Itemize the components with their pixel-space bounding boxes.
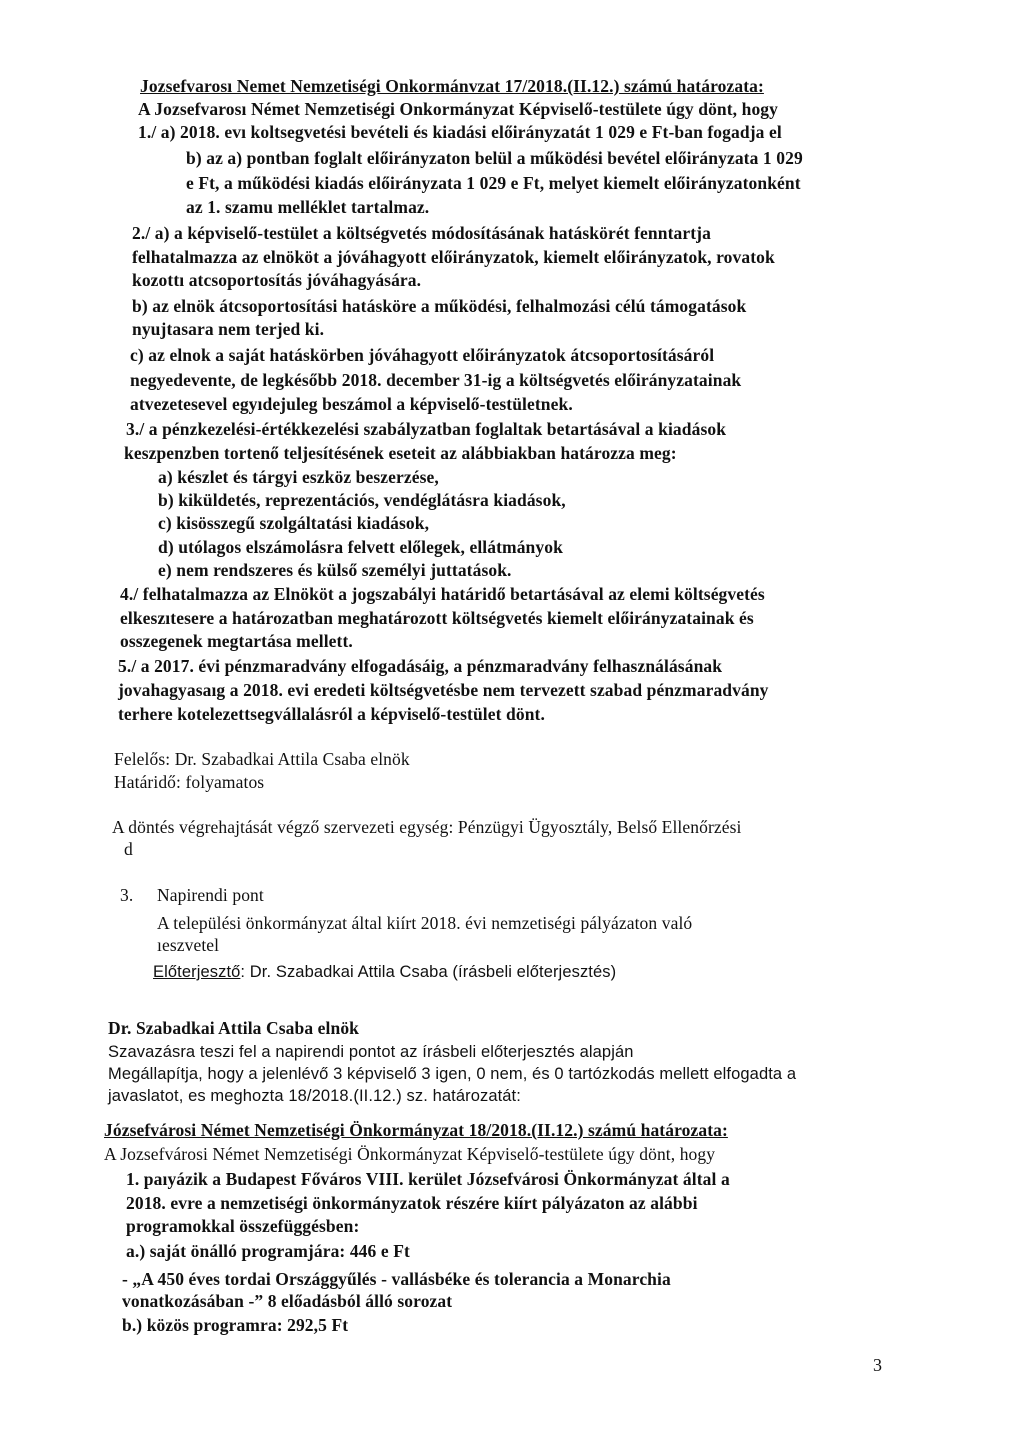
resolution-17-line: kozottı atcsoportosítás jóváhagyására. xyxy=(132,270,422,290)
resolution-17-line: e Ft, a működési kiadás előirányzata 1 029 e Ft, melyet kiemelt előirányzatonként xyxy=(186,173,801,193)
resolution-18-line: a.) saját önálló programjára: 446 e Ft xyxy=(126,1241,410,1261)
resolution-17-line: 4./ felhatalmazza az Elnököt a jogszabályi határidő betartásával az elemi költségvetés xyxy=(120,584,765,604)
chair-line: Megállapítja, hogy a jelenlévő 3 képviselő 3 igen, 0 nem, és 0 tartózkodás mellett elfogadta a xyxy=(108,1065,797,1083)
resolution-17-line: jovahagyasaıg a 2018. evi eredeti költségvetésbe nem tervezett szabad pénzmaradvány xyxy=(118,680,769,700)
agenda-title: Napirendi pont xyxy=(157,885,264,905)
resolution-18-line: programokkal összefüggésben: xyxy=(126,1216,360,1236)
executor-line: A döntés végrehajtását végző szervezeti egység: Pénzügyi Ügyosztály, Belső Ellenőrzési xyxy=(112,817,742,837)
resolution-17-list-item: d) utólagos elszámolásra felvett előlegek, ellátmányok xyxy=(158,537,563,557)
chair-line: javaslatot, es meghozta 18/2018.(II.12.) sz. határozatát: xyxy=(108,1087,521,1105)
resolution-17-line: negyedevente, de legkésőbb 2018. december 31-ig a költségvetés előirányzatainak xyxy=(130,370,742,390)
agenda-number: 3. xyxy=(120,885,134,905)
chair-line: Szavazásra teszi fel a napirendi pontot az írásbeli előterjesztés alapján xyxy=(108,1043,634,1061)
resolution-17-list-item: a) készlet és tárgyi eszköz beszerzése, xyxy=(158,467,439,487)
executor-line-continued: d xyxy=(124,839,133,859)
resolution-17-line: osszegenek megtartása mellett. xyxy=(120,631,353,651)
resolution-17-line: 5./ a 2017. évi pénzmaradvány elfogadásáig, a pénzmaradvány felhasználásának xyxy=(118,656,723,676)
presenter-line xyxy=(153,961,616,983)
agenda-subject-continued: ıeszvetel xyxy=(157,935,220,955)
resolution-18-heading: Józsefvárosi Német Nemzetiségi Önkormányzat 18/2018.(II.12.) számú határozata: xyxy=(104,1120,728,1140)
agenda-subject: A települési önkormányzat által kiírt 2018. évi nemzetiségi pályázaton való xyxy=(157,913,693,933)
resolution-17-line: felhatalmazza az elnököt a jóváhagyott előirányzatok, kiemelt előirányzatok, rovatok xyxy=(132,247,775,267)
resolution-17-heading: Jozsefvarosı Nemet Nemzetiségi Onkormánvzat 17/2018.(II.12.) számú határozata: xyxy=(140,76,764,96)
responsible-line: Felelős: Dr. Szabadkai Attila Csaba elnök xyxy=(114,749,410,769)
resolution-17-line: atvezetesevel egyıdejuleg beszámol a képviselő-testületnek. xyxy=(130,394,573,414)
resolution-17-list-item: e) nem rendszeres és külső személyi juttatások. xyxy=(158,560,512,580)
resolution-17-line: 2./ a) a képviselő-testület a költségvetés módosításának hatáskörét fenntartja xyxy=(132,223,711,243)
resolution-18-line: b.) közös programra: 292,5 Ft xyxy=(122,1315,349,1335)
presenter-label: Előterjesztő xyxy=(153,963,241,981)
resolution-17-list-item: b) kiküldetés, reprezentációs, vendéglátásra kiadások, xyxy=(158,490,566,510)
resolution-18-line: - „A 450 éves tordai Országgyűlés - vallásbéke és tolerancia a Monarchia xyxy=(122,1269,671,1289)
resolution-18-line: A Jozsefvárosi Német Nemzetiségi Önkormányzat Képviselő-testülete úgy dönt, hogy xyxy=(104,1144,716,1164)
resolution-17-line: 1./ a) 2018. evı koltsegvetési bevételi és kiadási előirányzatát 1 029 e Ft-ban fogadja el xyxy=(138,122,782,142)
resolution-17-line: c) az elnok a saját hatáskörben jóváhagyott előirányzatok átcsoportosításáról xyxy=(130,345,715,365)
resolution-17-line: az 1. szamu melléklet tartalmaz. xyxy=(186,197,430,217)
resolution-17-line: keszpenzben tortenő teljesítésének eseteit az alábbiakban határozza meg: xyxy=(124,443,677,463)
resolution-17-line: b) az elnök átcsoportosítási hatásköre a működési, felhalmozási célú támogatások xyxy=(132,296,747,316)
resolution-18-line: 2018. evre a nemzetiségi önkormányzatok részére kiírt pályázaton az alábbi xyxy=(126,1193,698,1213)
page-number: 3 xyxy=(873,1355,882,1375)
resolution-17-line: A Jozsefvarosı Német Nemzetiségi Onkormányzat Képviselő-testülete úgy dönt, hogy xyxy=(138,99,779,119)
resolution-18-line: vonatkozásában -” 8 előadásból álló sorozat xyxy=(122,1291,453,1311)
resolution-17-line: nyujtasara nem terjed ki. xyxy=(132,319,325,339)
resolution-17-line: b) az a) pontban foglalt előirányzaton belül a működési bevétel előirányzata 1 029 xyxy=(186,148,803,168)
chair-speaker: Dr. Szabadkai Attila Csaba elnök xyxy=(108,1018,360,1038)
resolution-17-line: 3./ a pénzkezelési-értékkezelési szabályzatban foglaltak betartásával a kiadások xyxy=(126,419,727,439)
deadline-line: Határidő: folyamatos xyxy=(114,772,265,792)
presenter-value: : Dr. Szabadkai Attila Csaba (írásbeli előterjesztés) xyxy=(240,963,617,981)
resolution-17-list-item: c) kisösszegű szolgáltatási kiadások, xyxy=(158,513,430,533)
resolution-18-line: 1. paıyázik a Budapest Főváros VIII. kerület Józsefvárosi Önkormányzat által a xyxy=(126,1169,730,1189)
resolution-17-line: terhere kotelezettsegvállalásról a képviselő-testület dönt. xyxy=(118,704,545,724)
resolution-17-line: elkeszıtesere a határozatban meghatározott költségvetés kiemelt előirányzatainak és xyxy=(120,608,754,628)
